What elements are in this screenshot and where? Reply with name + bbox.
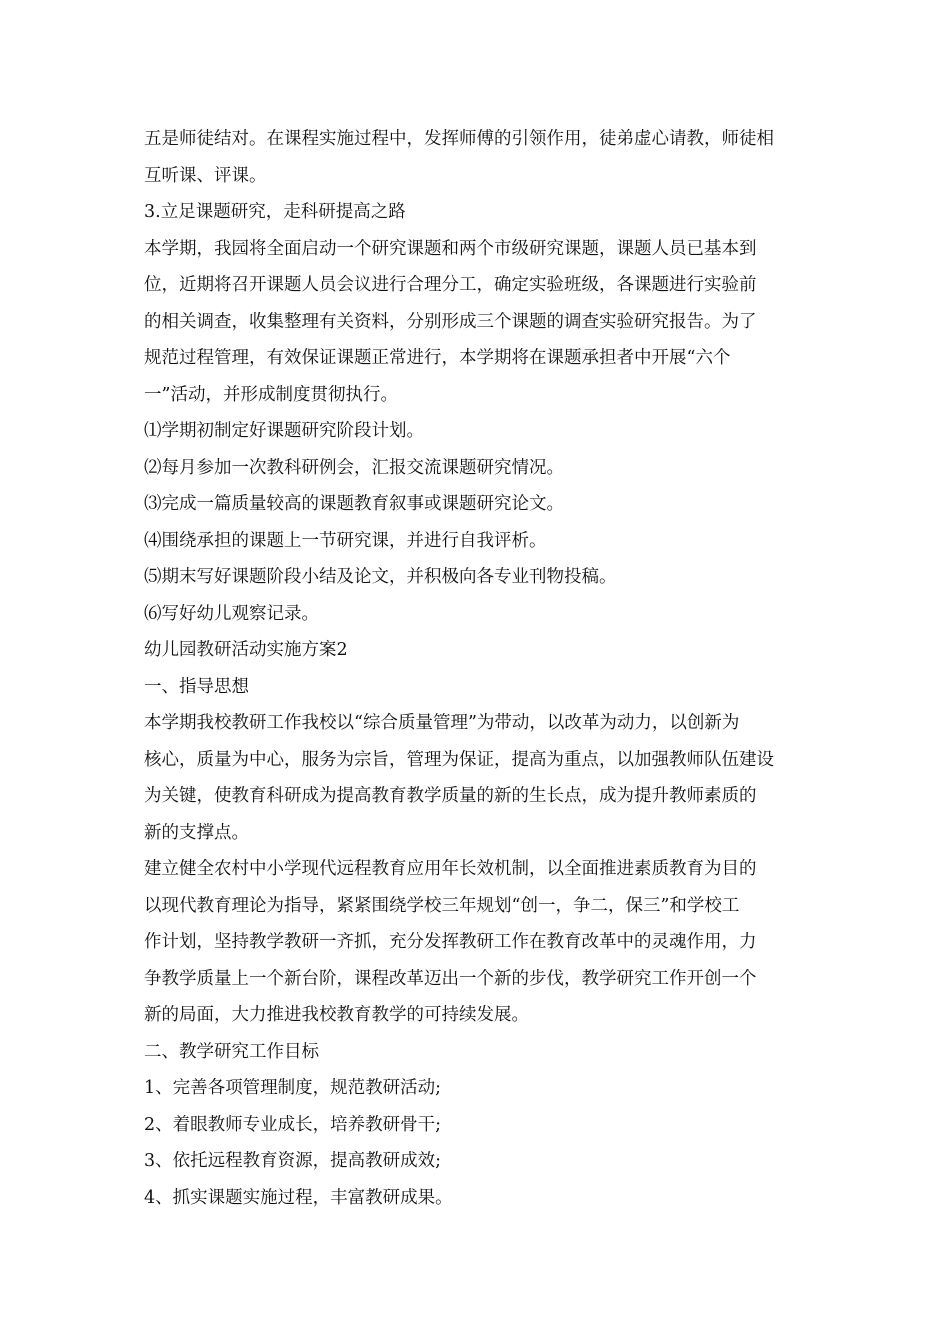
text-line: 建立健全农村中小学现代远程教育应用年长效机制，以全面推进素质教育为目的	[144, 859, 757, 879]
section-heading: 一、指导思想	[144, 676, 249, 697]
list-item: 3、依托远程教育资源，提高教研成效;	[144, 1151, 442, 1171]
text-line: 核心，质量为中心，服务为宗旨，管理为保证，提高为重点，以加强教师队伍建设	[144, 749, 774, 770]
section-heading: 二、教学研究工作目标	[144, 1041, 319, 1062]
text-line: 规范过程管理，有效保证课题正常进行，本学期将在课题承担者中开展“六个	[144, 348, 731, 368]
list-item: ⑹写好幼儿观察记录。	[144, 603, 319, 624]
text-line: 以现代教育理论为指导，紧紧围绕学校三年规划“创一，争二，保三”和学校工	[144, 895, 740, 916]
text-line: 本学期，我园将全面启动一个研究课题和两个市级研究课题，课题人员已基本到	[144, 238, 757, 259]
text-line: 一”活动，并形成制度贯彻执行。	[144, 384, 398, 405]
section-heading: 3.立足课题研究，走科研提高之路	[144, 202, 406, 222]
text-line: 位，近期将召开课题人员会议进行合理分工，确定实验班级，各课题进行实验前	[144, 275, 757, 295]
text-line: 作计划，坚持教学教研一齐抓，充分发挥教研工作在教育改革中的灵魂作用，力	[144, 932, 757, 952]
document-title: 幼儿园教研活动实施方案2	[144, 640, 348, 660]
text-line: 新的支撑点。	[144, 822, 249, 843]
list-item: ⑸期末写好课题阶段小结及论文，并积极向各专业刊物投稿。	[144, 567, 617, 587]
text-line: 五是师徒结对。在课程实施过程中，发挥师傅的引领作用，徒弟虚心请教，师徒相	[144, 129, 774, 149]
list-item: ⑴学期初制定好课题研究阶段计划。	[144, 421, 424, 441]
list-item: ⑷围绕承担的课题上一节研究课，并进行自我评析。	[144, 530, 547, 551]
text-line: 互听课、评课。	[144, 165, 267, 186]
document-body	[144, 121, 808, 1216]
list-item: 2、着眼教师专业成长，培养教研骨干;	[144, 1114, 442, 1135]
text-line: 新的局面，大力推进我校教育教学的可持续发展。	[144, 1005, 529, 1025]
text-line: 的相关调查，收集整理有关资料，分别形成三个课题的调查实验研究报告。为了	[144, 311, 757, 332]
text-line: 争教学质量上一个新台阶，课程改革迈出一个新的步伐，教学研究工作开创一个	[144, 968, 757, 989]
text-line: 为关键，使教育科研成为提高教育教学质量的新的生长点，成为提升教师素质的	[144, 786, 757, 806]
text-line: 本学期我校教研工作我校以“综合质量管理”为带动，以改革为动力，以创新为	[144, 713, 740, 733]
list-item: 4、抓实课题实施过程，丰富教研成果。	[144, 1187, 453, 1208]
list-item: ⑶完成一篇质量较高的课题教育叙事或课题研究论文。	[144, 494, 564, 514]
list-item: ⑵每月参加一次教科研例会，汇报交流课题研究情况。	[144, 457, 564, 478]
list-item: 1、完善各项管理制度，规范教研活动;	[144, 1078, 442, 1098]
